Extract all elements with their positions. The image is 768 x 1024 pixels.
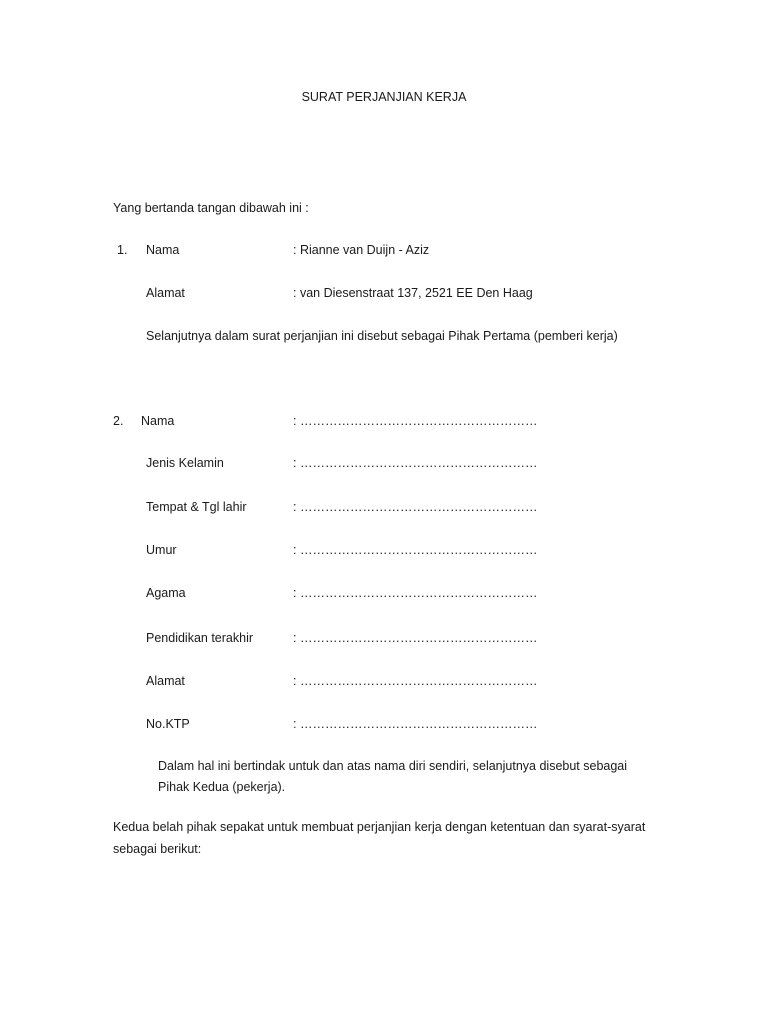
party2-field-label: Nama [141,414,175,428]
party1-note: Selanjutnya dalam surat perjanjian ini disebut sebagai Pihak Pertama (pemberi kerja) [146,329,618,343]
party2-field-value: : ………………………………………………… [293,717,538,731]
party2-field-label: Jenis Kelamin [146,456,224,470]
intro-text: Yang bertanda tangan dibawah ini : [113,201,309,215]
party2-field-value: : ………………………………………………… [293,674,538,688]
party2-number: 2. [113,414,124,428]
party1-name-value: : Rianne van Duijn - Aziz [293,243,430,257]
document-title: SURAT PERJANJIAN KERJA [301,90,467,104]
party2-note-line1: Dalam hal ini bertindak untuk dan atas nama diri sendiri, selanjutnya disebut sebagai [158,759,628,773]
party2-field-label: Agama [146,586,186,600]
party1-address-value: : van Diesenstraat 137, 2521 EE Den Haag [293,286,533,300]
party2-field-value: : ………………………………………………… [293,543,538,557]
party2-note-line2: Pihak Kedua (pekerja). [158,780,286,794]
party2-field-value: : ………………………………………………… [293,631,538,645]
party2-field-label: Pendidikan terakhir [146,631,254,645]
party2-field-label: Alamat [146,674,185,688]
agreement-line2: sebagai berikut: [113,842,202,856]
party2-field-label: Umur [146,543,177,557]
agreement-line1: Kedua belah pihak sepakat untuk membuat perjanjian kerja dengan ketentuan dan syarat-syarat [113,820,646,834]
party2-field-value: : ………………………………………………… [293,414,538,428]
party1-name-label: Nama [146,243,180,257]
party2-field-label: No.KTP [146,717,190,731]
party1-number: 1. [117,243,128,257]
party2-field-value: : ………………………………………………… [293,586,538,600]
party2-field-label: Tempat & Tgl lahir [146,500,247,514]
party1-address-label: Alamat [146,286,185,300]
party2-field-value: : ………………………………………………… [293,500,538,514]
party2-field-value: : ………………………………………………… [293,456,538,470]
